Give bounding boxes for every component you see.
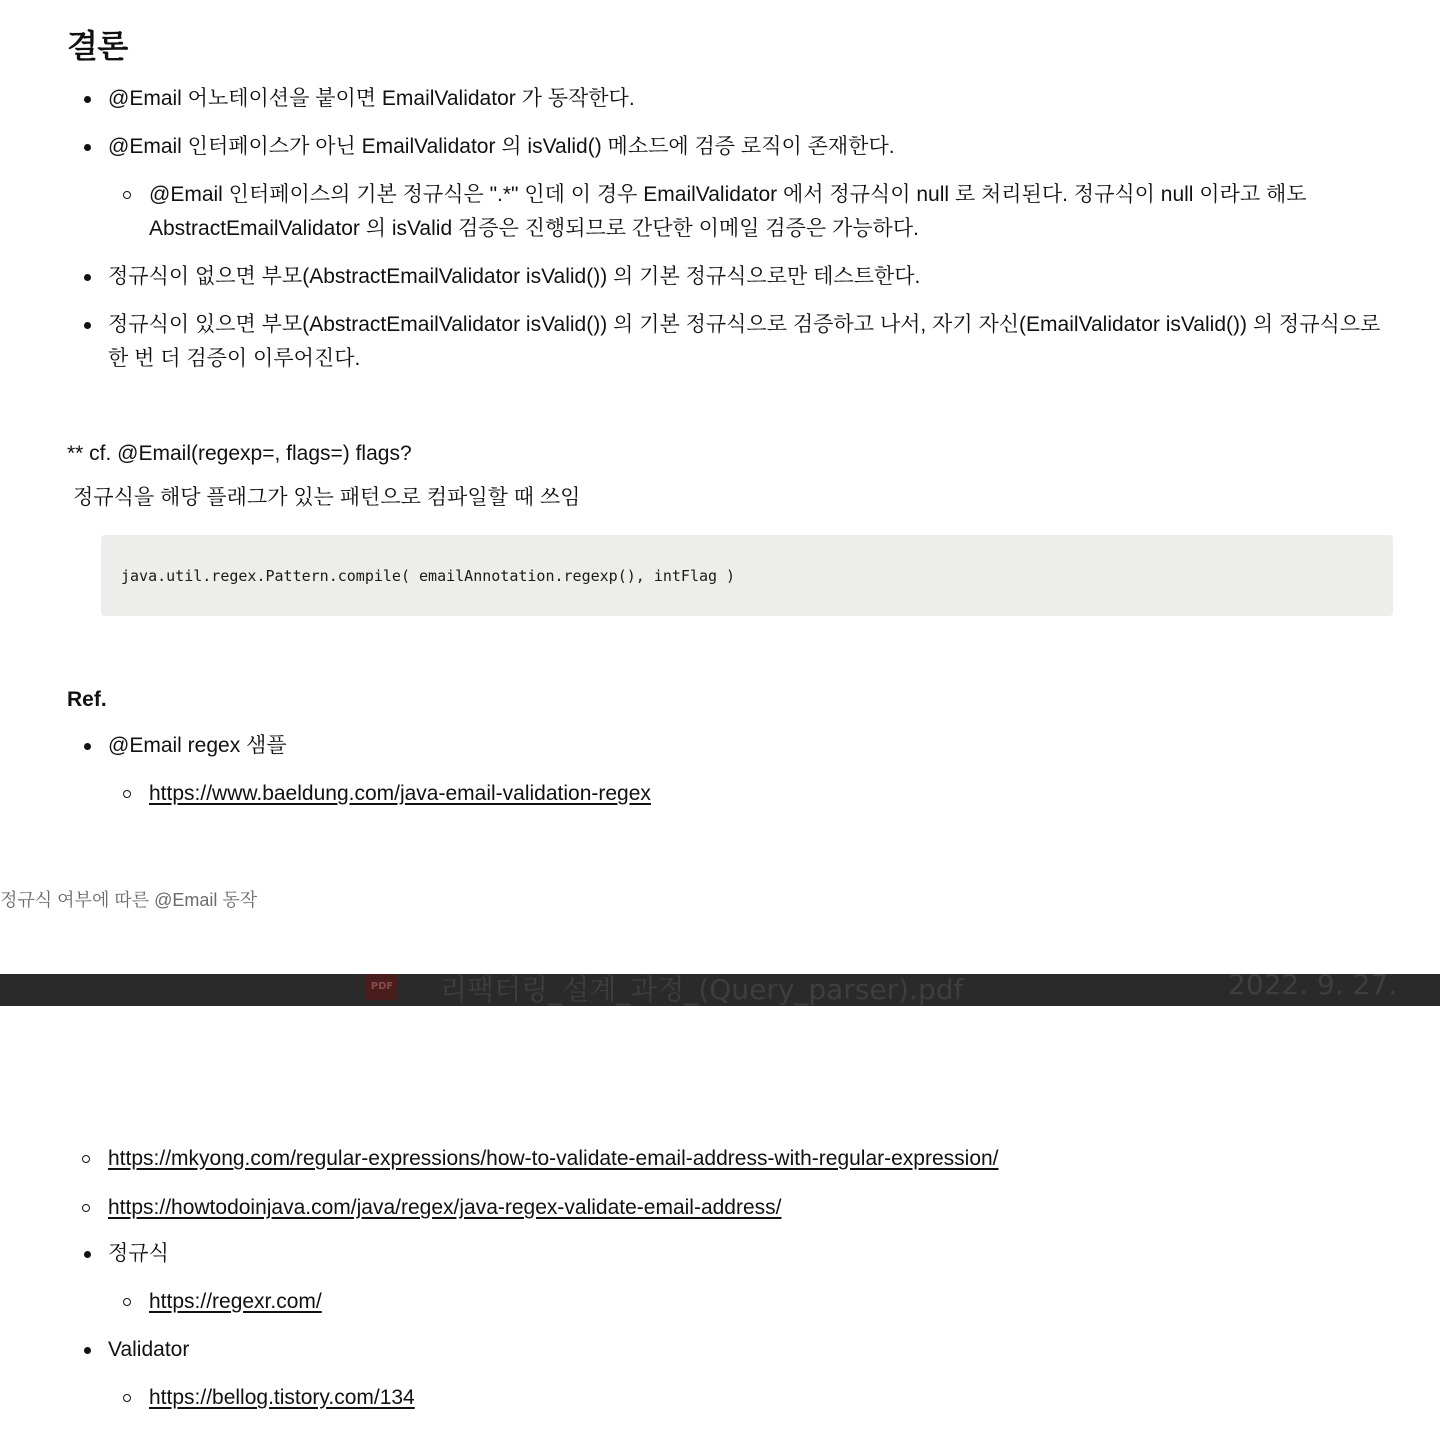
list-item: 정규식이 없으면 부모(AbstractEmailValidator isValid()) 의 기본 정규식으로만 테스트한다.: [67, 260, 1393, 294]
code-text: java.util.regex.Pattern.compile( emailAnnotation.regexp(), intFlag ): [121, 566, 736, 585]
list-item: @Email 어노테이션을 붙이면 EmailValidator 가 동작한다.: [67, 82, 1393, 116]
list-item: [67, 1191, 1393, 1225]
sub-list: [108, 777, 1393, 811]
mkyong-link[interactable]: https://mkyong.com/regular-expressions/how-to-validate-email-address-with-regular-expression/: [108, 1147, 999, 1170]
regexr-link[interactable]: https://regexr.com/: [149, 1290, 322, 1313]
pdf-date: 2022. 9. 27.: [1228, 974, 1398, 1001]
sub-list: [108, 1285, 1393, 1319]
cf-note-title: ** cf. @Email(regexp=, flags=) flags?: [67, 442, 412, 465]
ref-section-continued: [67, 1142, 1393, 1429]
ref-heading: Ref.: [67, 688, 107, 711]
cf-note-description: 정규식을 해당 플래그가 있는 패턴으로 컴파일할 때 쓰임: [73, 486, 581, 509]
sub-list: [108, 1381, 1393, 1415]
page-footer-label: 정규식 여부에 따른 @Email 동작: [0, 890, 258, 910]
list-item: [108, 777, 1393, 811]
baeldung-link[interactable]: https://www.baeldung.com/java-email-validation-regex: [149, 782, 651, 805]
pdf-icon: PDF: [366, 974, 398, 1000]
howtodoinjava-link[interactable]: https://howtodoinjava.com/java/regex/java-regex-validate-email-address/: [108, 1196, 782, 1219]
list-item: [108, 1285, 1393, 1319]
code-block: [101, 535, 1393, 616]
pdf-attachment-bar[interactable]: [0, 974, 1440, 1006]
list-item: Validator https://bellog.tistory.com/134: [67, 1333, 1393, 1415]
ref-section: [67, 729, 1393, 825]
bellog-link[interactable]: https://bellog.tistory.com/134: [149, 1386, 415, 1409]
list-item: [67, 1142, 1393, 1176]
list-item: [108, 1381, 1393, 1415]
ref-list: [67, 1237, 1393, 1415]
pdf-file-name[interactable]: 리팩터링_설계_과정_(Query_parser).pdf: [440, 974, 964, 1006]
sub-list: [108, 178, 1393, 246]
conclusion-list: [67, 82, 1393, 376]
list-item: 정규식 https://regexr.com/: [67, 1237, 1393, 1319]
sub-list: [67, 1142, 1393, 1225]
list-item: @Email 인터페이스의 기본 정규식은 ".*" 인데 이 경우 EmailValidator 에서 정규식이 null 로 처리된다. 정규식이 null 이라고 해도 AbstractEmailValidator 의 isValid 검증은 진행되므로 간단한 이메일 검증은 가능하다.: [108, 178, 1393, 246]
list-item: 정규식이 있으면 부모(AbstractEmailValidator isValid()) 의 기본 정규식으로 검증하고 나서, 자기 자신(EmailValidator isValid()) 의 정규식으로 한 번 더 검증이 이루어진다.: [67, 308, 1393, 376]
ref-list: [67, 729, 1393, 811]
page-title: 결론: [67, 28, 128, 64]
list-item: @Email regex 샘플 https://www.baeldung.com/java-email-validation-regex: [67, 729, 1393, 811]
list-item: @Email 인터페이스가 아닌 EmailValidator 의 isValid() 메소드에 검증 로직이 존재한다. @Email 인터페이스의 기본 정규식은 ".*" 인데 이 경우 EmailValidator 에서 정규식이 null 로 처리된다. 정규식이 null 이라고 해도 AbstractEmailValidator 의 isValid 검증은 진행되므로 간단한 이메일 검증은 가능하다.: [67, 130, 1393, 246]
conclusion-section: [67, 22, 1393, 390]
